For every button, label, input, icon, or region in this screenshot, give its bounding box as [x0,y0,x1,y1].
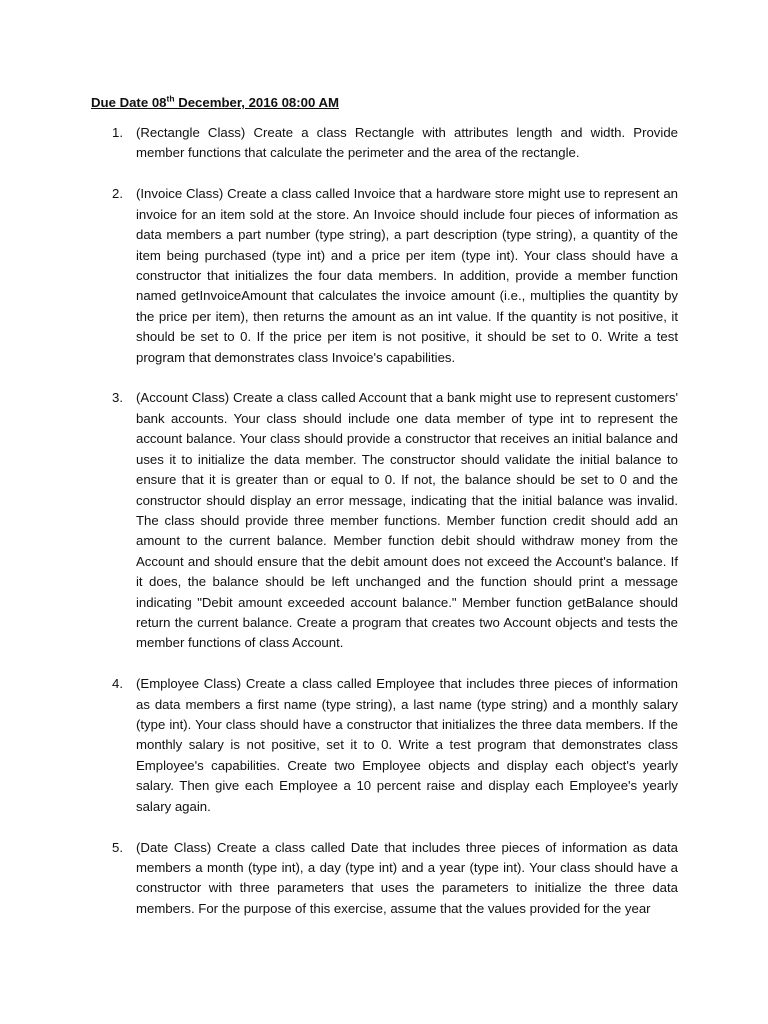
task-text: (Invoice Class) Create a class called Invoice that a hardware store might use to represent an invoice for an item sold at the store. An Invoice should include four pieces of information as data members a part number (type string), a part description (type string), a quantity of the item being purchased (type int) and a price per item (type int). Your class should have a constructor that initializes the four data members. In addition, provide a member function named getInvoiceAmount that calculates the invoice amount (i.e., multiplies the quantity by the price per item), then returns the amount as an int value. If the quantity is not positive, it should be set to 0. If the price per item is not positive, it should be set to 0. Write a test program that demonstrates class Invoice's capabilities. [136,186,678,365]
task-list [0,123,768,940]
task-item-invoice [0,184,768,368]
task-text: (Date Class) Create a class called Date that includes three pieces of information as data members a month (type int), a day (type int) and a year (type int). Your class should have a constructor with three parameters that uses the parameters to initialize the three data members. For the purpose of this exercise, assume that the values provided for the year [136,839,678,916]
task-number: 2. [112,186,123,202]
due-date-rest: December, 2016 08:00 AM [174,95,339,110]
task-number: 4. [112,676,123,692]
task-number: 5. [112,839,123,855]
task-text: (Employee Class) Create a class called Employee that includes three pieces of information as data members a first name (type string), a last name (type string) and a monthly salary (type int). Your class should have a constructor that initializes the three data members. If the monthly salary is not positive, set it to 0. Write a test program that demonstrates class Employee's capabilities. Create two Employee objects and display each object's yearly salary. Then give each Employee a 10 percent raise and display each Employee's yearly salary again. [136,676,678,814]
task-text: (Account Class) Create a class called Account that a bank might use to represent customers' bank accounts. Your class should include one data member of type int to represent the account balance. Your class should provide a constructor that receives an initial balance and uses it to initialize the data member. The constructor should validate the initial balance to ensure that it is greater than or equal to 0. If not, the balance should be set to 0 and the constructor should display an error message, indicating that the initial balance was invalid. The class should provide three member functions. Member function credit should add an amount to the current balance. Member function debit should withdraw money from the Account and should ensure that the debit amount does not exceed the Account's balance. If it does, the balance should be left unchanged and the function should print a message indicating "Debit amount exceeded account balance." Member function getBalance should return the current balance. Create a program that creates two Account objects and tests the member functions of class Account. [136,390,678,651]
task-item-account [0,388,768,653]
task-item-rectangle [0,123,768,164]
task-number: 3. [112,390,123,406]
task-item-employee [0,674,768,817]
due-date-superscript: th [166,93,175,104]
due-date-label [91,95,339,110]
due-date-heading [91,95,339,111]
task-number: 1. [112,125,123,140]
due-date-prefix: Due Date 08 [91,95,167,110]
task-text: (Rectangle Class) Create a class Rectangle with attributes length and width. Provide member functions that calculate the perimeter and the area of the rectangle. [136,125,678,161]
task-item-date [0,838,768,920]
